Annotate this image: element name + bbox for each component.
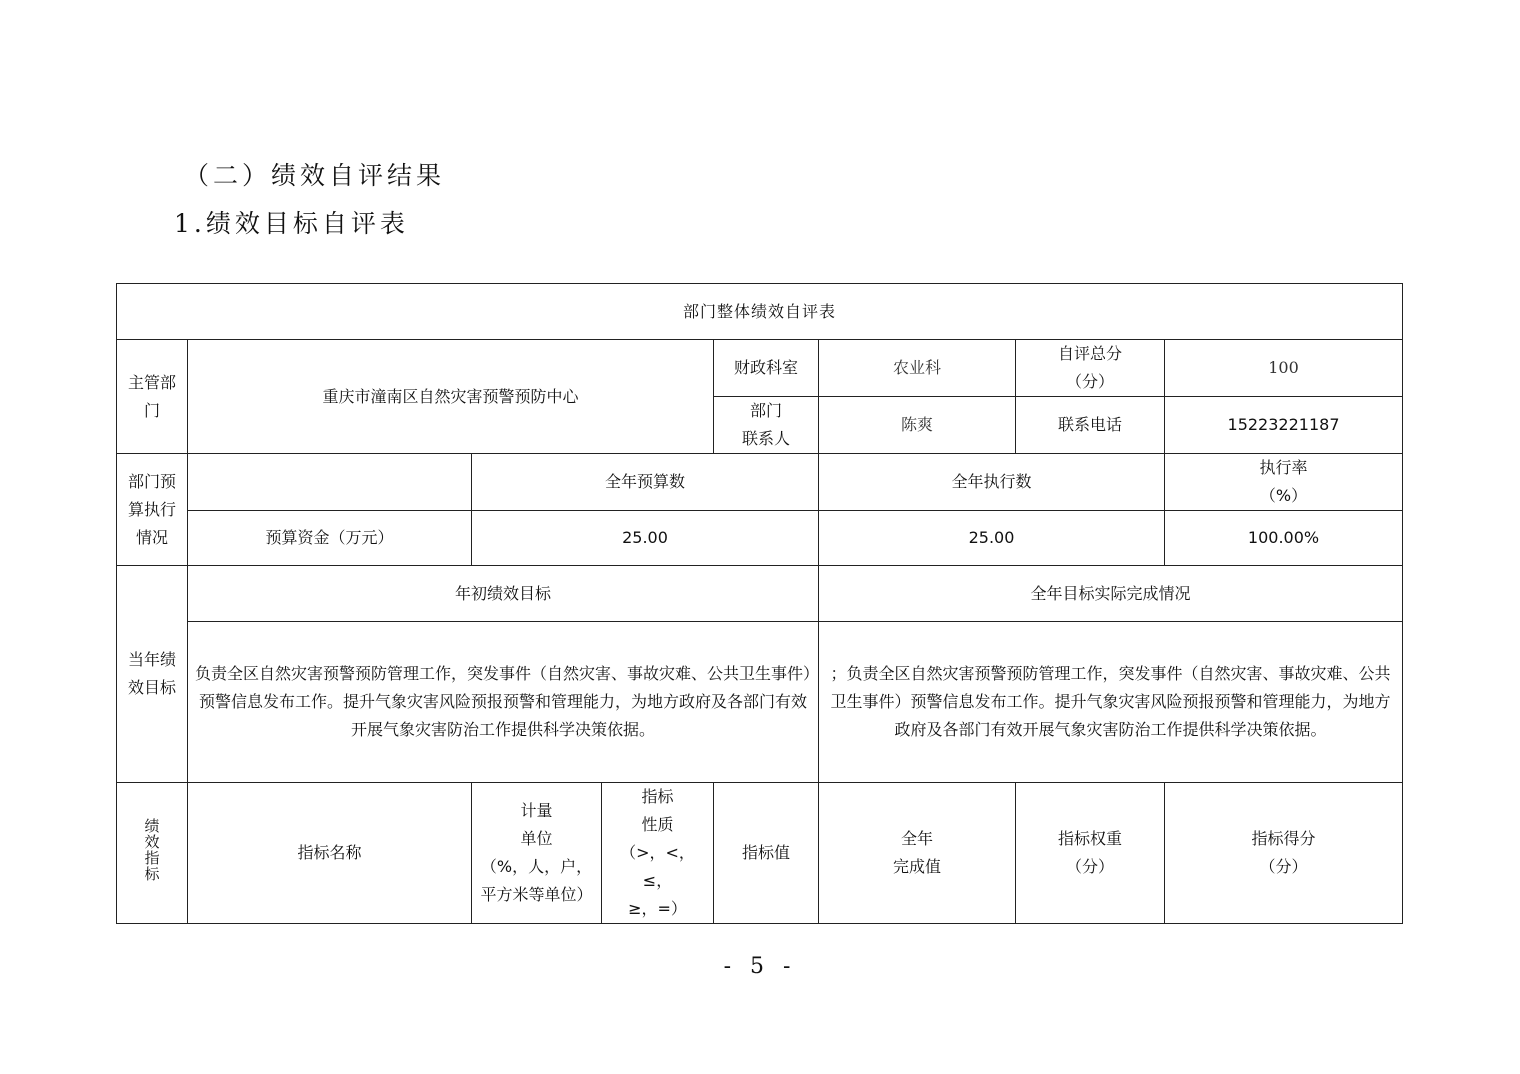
- table-title: 部门整体绩效自评表: [117, 284, 1403, 340]
- exec-value: 25.00: [819, 511, 1165, 566]
- contact-value: 陈爽: [819, 397, 1016, 454]
- finance-value: 农业科: [819, 340, 1016, 397]
- initial-goal-text: 负责全区自然灾害预警预防管理工作，突发事件（自然灾害、事故灾难、公共卫生事件）预警信息发布工作。提升气象灾害风险预报预警和管理能力，为地方政府及各部门有效开展气象灾害防治工作提供科学决策依据。: [188, 622, 819, 783]
- indicator-value-header: 指标值: [714, 783, 819, 924]
- dept-value: 重庆市潼南区自然灾害预警预防中心: [188, 340, 714, 454]
- indicator-nature-header: 指标 性质 （>，<，≤， ≥，=）: [602, 783, 714, 924]
- section-heading: （二）绩效自评结果: [184, 161, 446, 190]
- score-label: 自评总分 （分）: [1016, 340, 1165, 397]
- budget-col-header: 全年预算数: [472, 454, 819, 511]
- indicator-score-header: 指标得分 （分）: [1165, 783, 1403, 924]
- budget-row-label: 预算资金（万元）: [188, 511, 472, 566]
- rate-value: 100.00%: [1165, 511, 1403, 566]
- goals-label: 当年绩 效目标: [117, 566, 188, 783]
- contact-label: 部门 联系人: [714, 397, 819, 454]
- page-number: - 5 -: [723, 954, 797, 979]
- indicators-label-text: 绩 效 指 标: [144, 817, 160, 883]
- budget-value: 25.00: [472, 511, 819, 566]
- indicator-actual-header: 全年 完成值: [819, 783, 1016, 924]
- rate-col-header: 执行率 （%）: [1165, 454, 1403, 511]
- actual-goal-text: ；负责全区自然灾害预警预防管理工作，突发事件（自然灾害、事故灾难、公共卫生事件）预警信息发布工作。提升气象灾害风险预报预警和管理能力，为地方政府及各部门有效开展气象灾害防治工作提供科学决策依据。: [819, 622, 1403, 783]
- finance-label: 财政科室: [714, 340, 819, 397]
- budget-blank-cell: [188, 454, 472, 511]
- exec-col-header: 全年执行数: [819, 454, 1165, 511]
- performance-self-evaluation-table: [116, 283, 1403, 924]
- phone-label: 联系电话: [1016, 397, 1165, 454]
- subsection-heading: 1.绩效目标自评表: [174, 209, 409, 238]
- score-value: 100: [1165, 340, 1403, 397]
- indicator-weight-header: 指标权重 （分）: [1016, 783, 1165, 924]
- initial-goal-header: 年初绩效目标: [188, 566, 819, 622]
- indicator-unit-header: 计量 单位 （%，人，户， 平方米等单位）: [472, 783, 602, 924]
- budget-label: 部门预 算执行 情况: [117, 454, 188, 566]
- phone-value: 15223221187: [1165, 397, 1403, 454]
- indicators-label: [117, 783, 188, 924]
- indicator-name-header: 指标名称: [188, 783, 472, 924]
- dept-label: 主管部 门: [117, 340, 188, 454]
- actual-goal-header: 全年目标实际完成情况: [819, 566, 1403, 622]
